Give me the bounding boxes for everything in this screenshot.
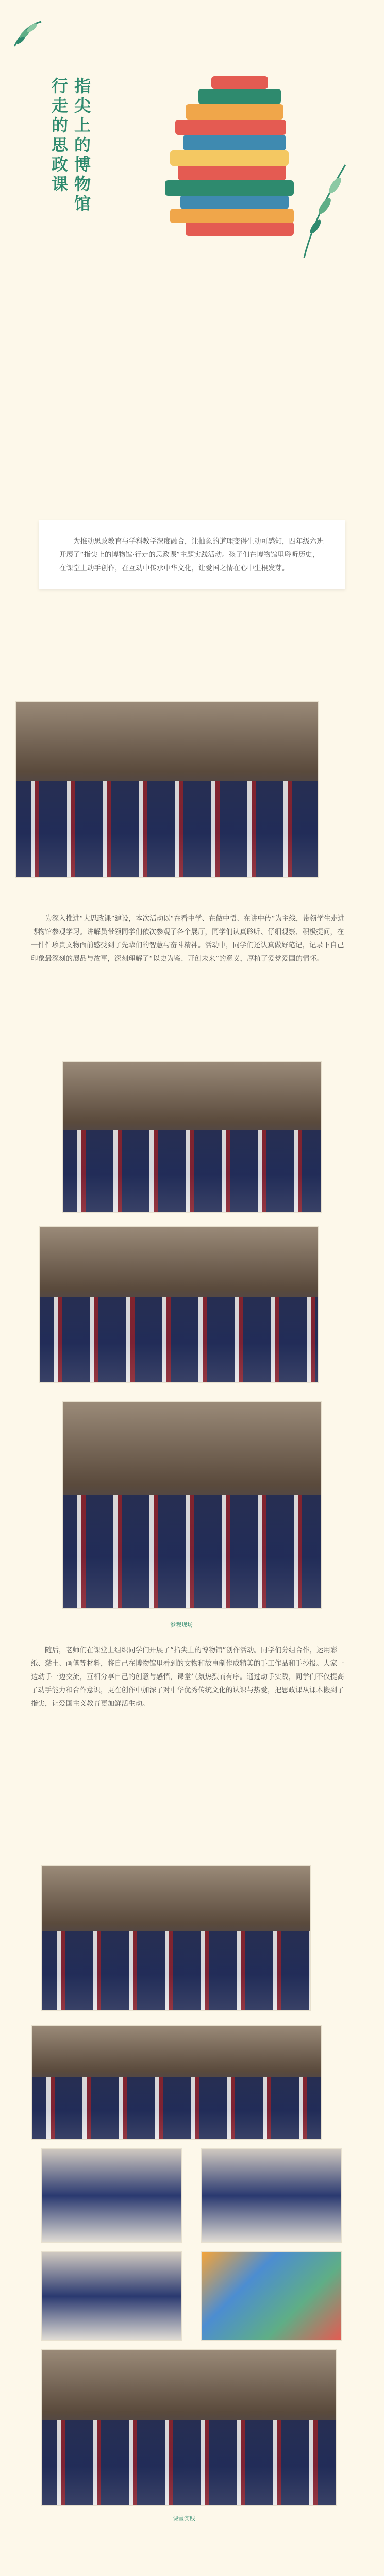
section1-block — [31, 912, 350, 965]
section1-text: 为深入推进“大思政课”建设，本次活动以“在看中学、在做中悟、在讲中传”为主线，带领学生走进博物馆参观学习。讲解员带领同学们依次参观了各个展厅，同学们认真聆听、仔细观察、积极提问，在一件件珍贵文物面前感受到了先辈们的智慧与奋斗精神。活动中，同学们还认真做好笔记，记录下自己印象最深刻的展品与故事，深刻理解了“以史为鉴、开创未来”的意义，厚植了爱党爱国的情怀。 — [31, 914, 345, 963]
craft-photo-3 — [41, 2251, 182, 2341]
section2-block — [31, 1643, 350, 1710]
plant-icon — [294, 155, 356, 258]
classroom-photo-1 — [41, 1865, 311, 2011]
museum-photo-3 — [62, 1401, 322, 1609]
intro-text: 为推动思政教育与学科教学深度融合，让抽象的道理变得生动可感知，四年级六班开展了“指尖上的博物馆·行走的思政课”主题实践活动。孩子们在博物馆里聆听历史，在课堂上动手创作，在互动中传承中华文化，让爱国之情在心中生根发芽。 — [59, 537, 324, 572]
classroom-photo-3 — [41, 2349, 337, 2506]
section2-text: 随后，老师们在课堂上组织同学们开展了“指尖上的博物馆”创作活动。同学们分组合作，运用彩纸、黏土、画笔等材料，将自己在博物馆里看到的文物和故事制作成精美的手工作品和手抄报。大家一边动手一边交流，互相分享自己的创意与感悟，课堂气氛热烈而有序。通过动手实践，同学们不仅提高了动手能力和合作意识，更在创作中加深了对中华优秀传统文化的认识与热爱，把思政课从课本搬到了指尖，让爱国主义教育更加鲜活生动。 — [31, 1646, 344, 1708]
classroom-photo-2 — [31, 2025, 322, 2140]
leaf-decoration-icon — [9, 15, 45, 52]
museum-photo-1 — [62, 1061, 322, 1213]
group-photo — [15, 701, 319, 878]
intro-card — [39, 520, 345, 589]
caption-visit: 参观现场 — [170, 1621, 193, 1628]
craft-photo-2 — [201, 2148, 342, 2243]
caption-class: 课堂实践 — [173, 2515, 195, 2522]
museum-photo-2 — [39, 1226, 319, 1383]
craft-photo-1 — [41, 2148, 182, 2243]
craft-photo-4 — [201, 2251, 342, 2341]
page-title: 指尖上的博物馆 行走的思政课 — [49, 77, 91, 214]
